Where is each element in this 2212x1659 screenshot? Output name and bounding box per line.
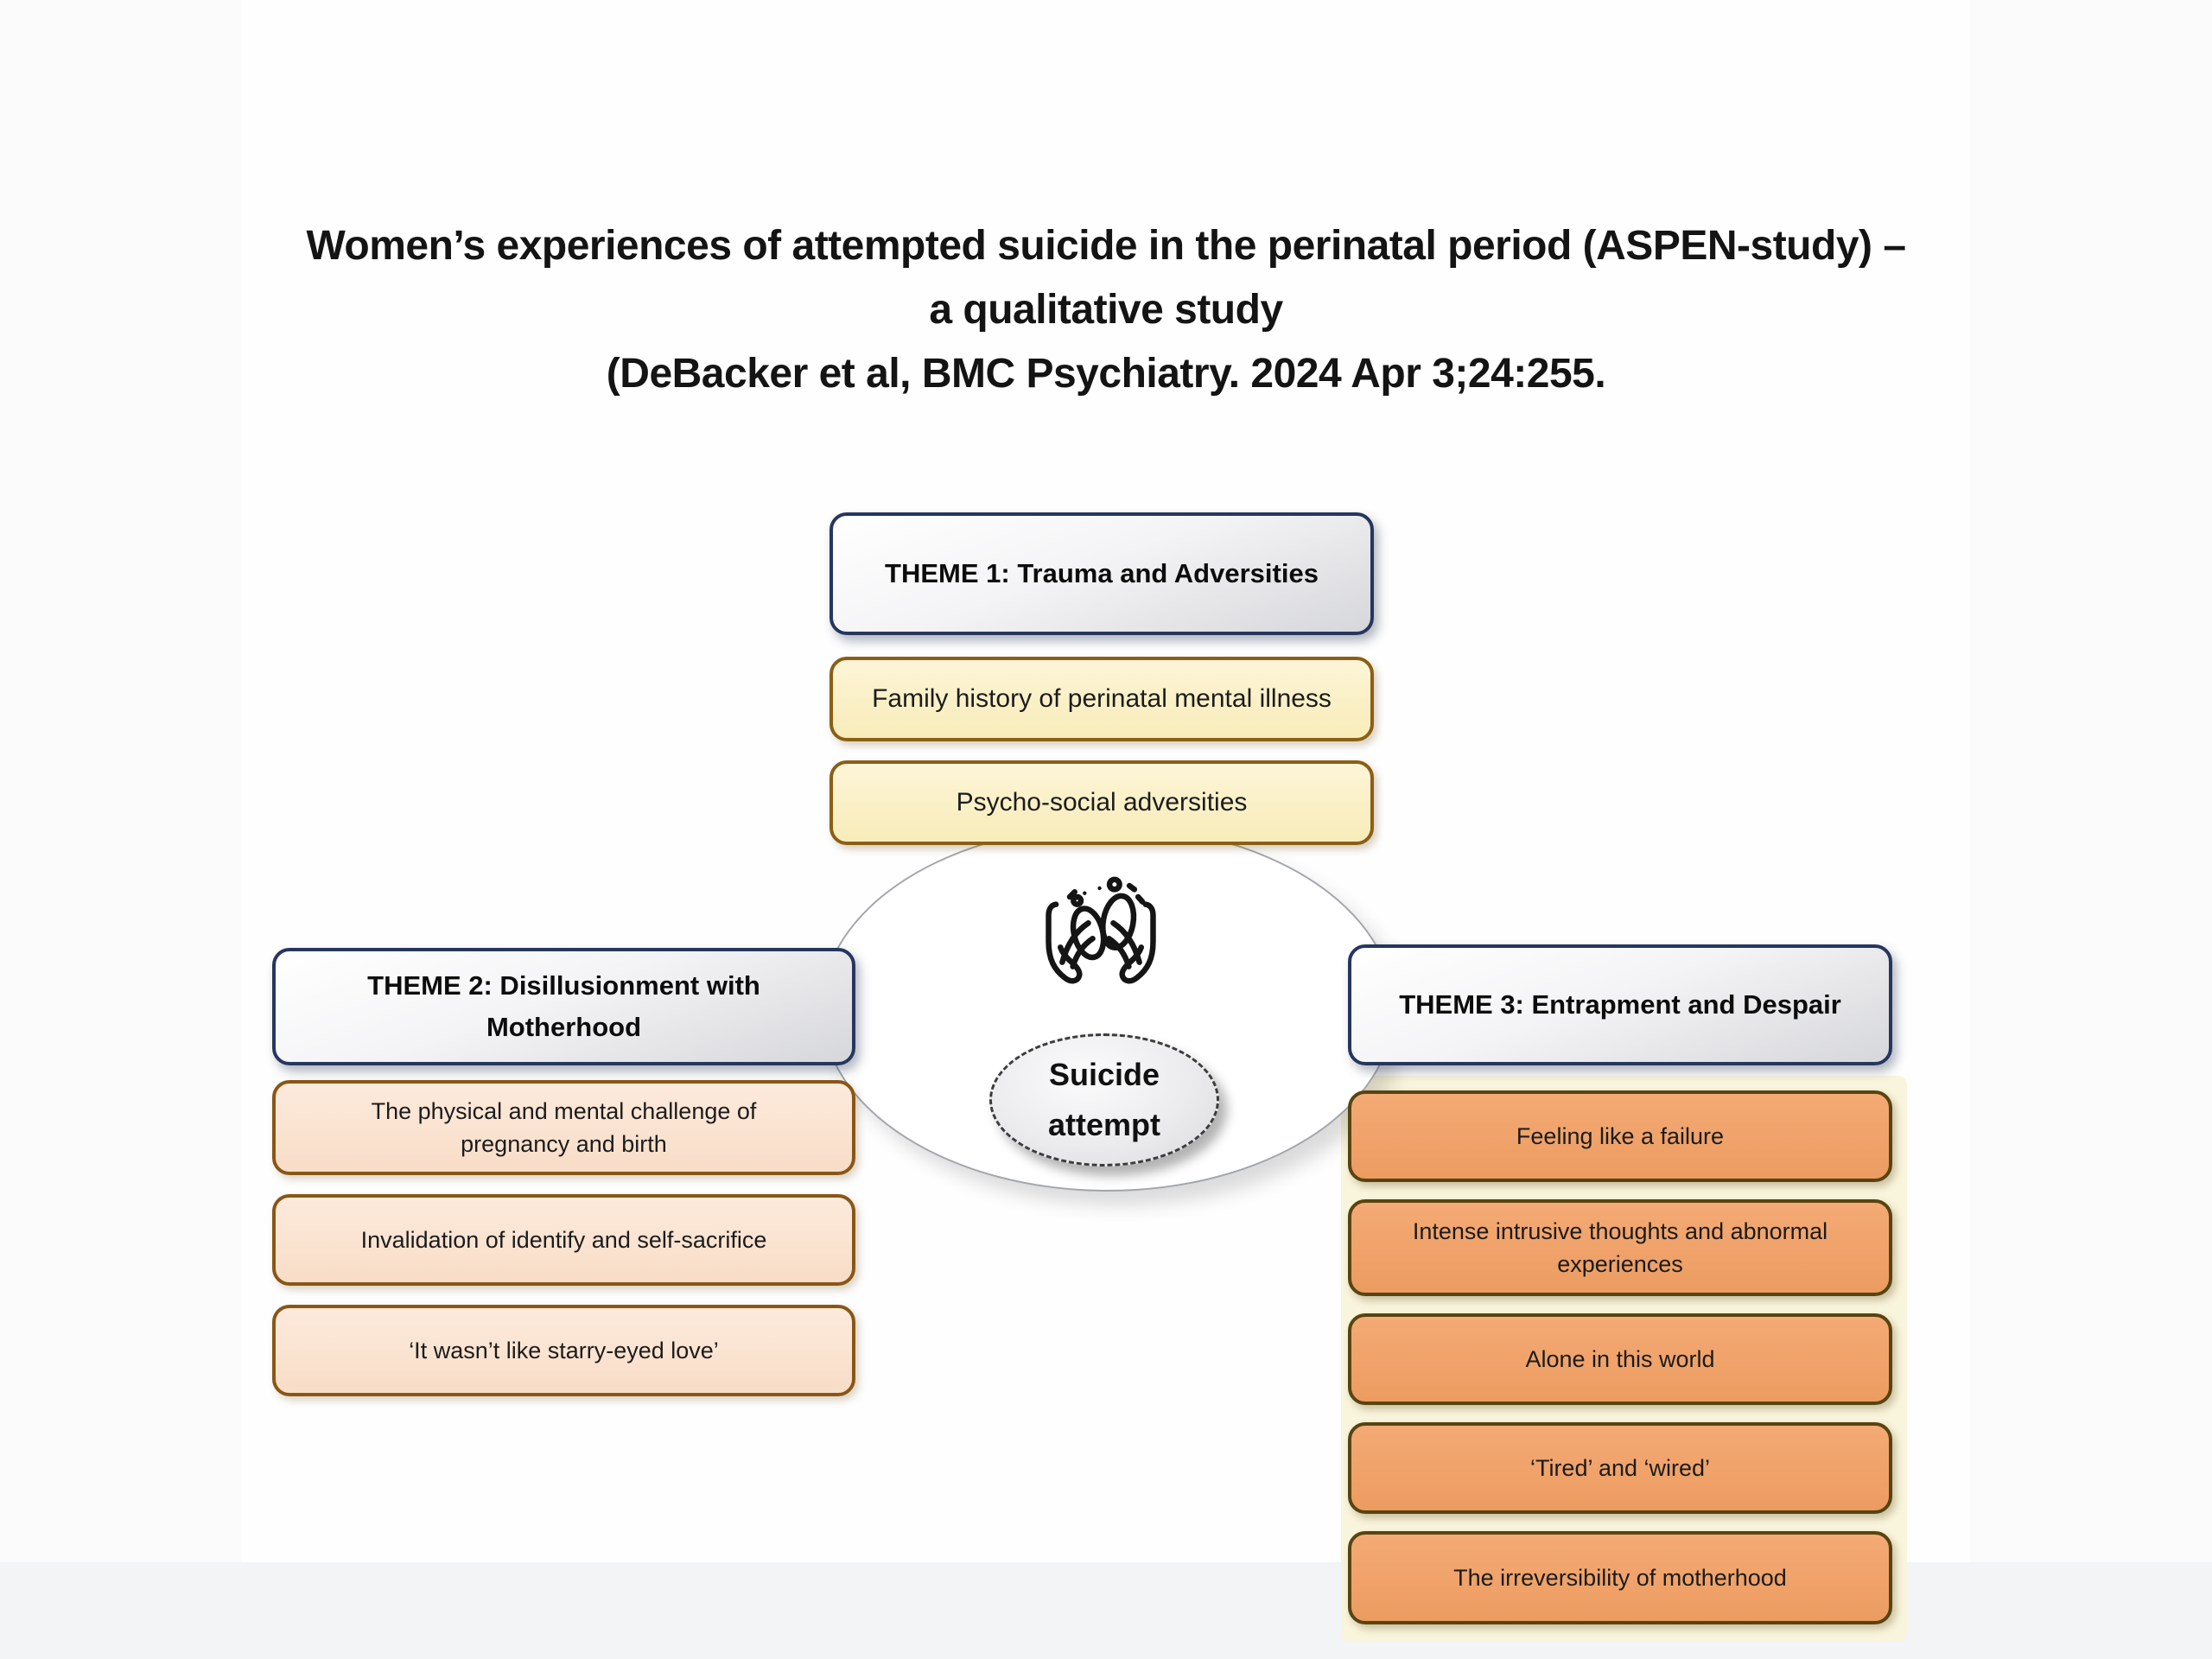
theme3-item-irreversibility: [1348, 1531, 1892, 1624]
theme3-item-label: ‘Tired’ and ‘wired’: [1529, 1455, 1711, 1481]
theme2-item-label: ‘It wasn’t like starry-eyed love’: [409, 1338, 719, 1363]
title-line-3: (DeBacker et al, BMC Psychiatry. 2024 Apr 3;24:255.: [606, 351, 1606, 397]
theme2-item-line-2: pregnancy and birth: [461, 1131, 667, 1157]
theme3-header: [1348, 944, 1892, 1065]
theme2-item-physical-mental-challenge: [272, 1080, 855, 1175]
theme3-header-label: THEME 3: Entrapment and Despair: [1399, 989, 1841, 1020]
theme1-item-label: Psycho-social adversities: [956, 788, 1248, 817]
title-line-1: Women’s experiences of attempted suicide in the perinatal period (ASPEN-study) –: [306, 223, 1906, 269]
hub-label-line-2: attempt: [1047, 1107, 1160, 1142]
theme2-item-starry-eyed-love: [272, 1305, 855, 1396]
theme2-item-label: Invalidation of identify and self-sacrifice: [360, 1227, 767, 1253]
theme3-item-intrusive-thoughts: [1348, 1199, 1892, 1296]
theme3-item-label: The irreversibility of motherhood: [1453, 1565, 1787, 1591]
theme1-header-label: THEME 1: Trauma and Adversities: [885, 558, 1319, 588]
theme1-item-label: Family history of perinatal mental illness: [872, 684, 1332, 713]
title-line-2: a qualitative study: [929, 287, 1283, 333]
suicide-attempt-hub: [989, 1033, 1219, 1166]
theme2-item-invalidation: [272, 1194, 855, 1286]
theme3-item-label: Alone in this world: [1525, 1346, 1715, 1372]
hub-label-line-1: Suicide: [1048, 1057, 1160, 1092]
theme1-item-psycho-social: [830, 760, 1374, 845]
theme2-item-line-1: The physical and mental challenge of: [371, 1098, 757, 1124]
theme1-item-family-history: [830, 657, 1374, 741]
theme3-item-line-1: Intense intrusive thoughts and abnormal: [1412, 1218, 1828, 1244]
theme2-header-line-2: Motherhood: [486, 1012, 642, 1042]
theme2-header: [272, 948, 855, 1065]
theme3-item-alone: [1348, 1313, 1892, 1405]
theme3-item-label: Feeling like a failure: [1516, 1123, 1725, 1149]
theme3-item-line-2: experiences: [1557, 1251, 1683, 1277]
theme2-header-line-1: THEME 2: Disillusionment with: [367, 970, 760, 1001]
hands-holding-baby-feet-icon: [1036, 866, 1166, 990]
page-title: [0, 214, 2212, 406]
theme3-item-tired-wired: [1348, 1422, 1892, 1514]
theme1-header: [830, 512, 1374, 635]
theme3-item-feeling-failure: [1348, 1090, 1892, 1182]
